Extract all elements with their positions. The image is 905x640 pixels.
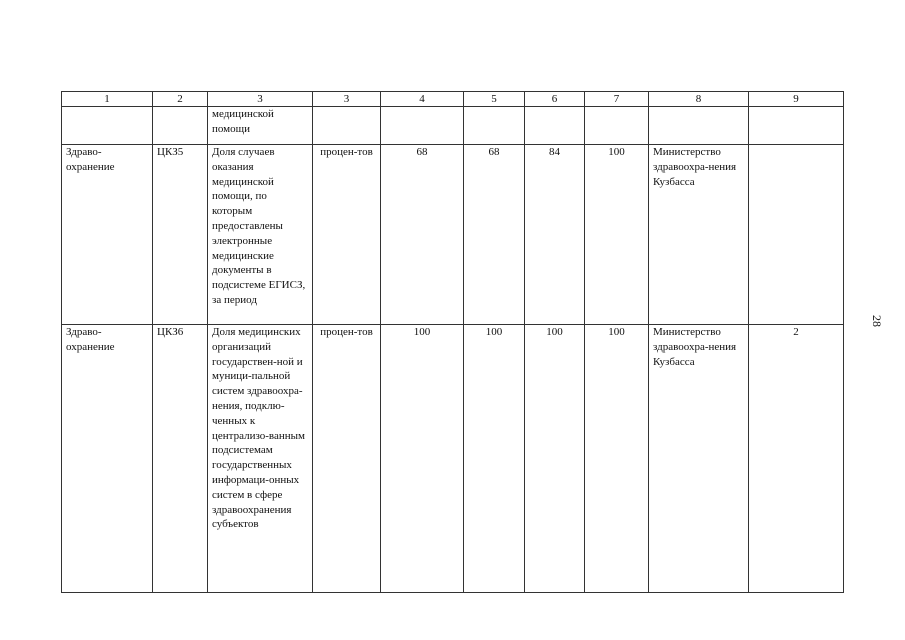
unit-cell: процен-тов bbox=[313, 325, 381, 593]
value-cell: 100 bbox=[525, 325, 585, 593]
page-number-text: 28 bbox=[870, 315, 884, 327]
responsible-cell bbox=[649, 107, 749, 145]
col9-cell bbox=[749, 107, 844, 145]
value-cell: 68 bbox=[464, 145, 525, 325]
header-cell: 3 bbox=[208, 92, 313, 107]
code-cell bbox=[153, 107, 208, 145]
header-cell: 1 bbox=[62, 92, 153, 107]
header-cell: 2 bbox=[153, 92, 208, 107]
col9-cell bbox=[749, 145, 844, 325]
header-cell: 9 bbox=[749, 92, 844, 107]
sector-cell bbox=[62, 107, 153, 145]
responsible-cell: Министерство здравоохра-нения Кузбасса bbox=[649, 325, 749, 593]
indicator-cell: Доля случаев оказания медицинской помощи, по которым предоставлены электронные медицинские документы в подсистеме ЕГИСЗ, за период bbox=[208, 145, 313, 325]
value-cell: 100 bbox=[381, 325, 464, 593]
header-cell: 8 bbox=[649, 92, 749, 107]
code-cell: ЦКЗ5 bbox=[153, 145, 208, 325]
table-row bbox=[62, 325, 844, 593]
table-row bbox=[62, 145, 844, 325]
col9-cell: 2 bbox=[749, 325, 844, 593]
value-cell: 84 bbox=[525, 145, 585, 325]
value-cell: 100 bbox=[464, 325, 525, 593]
responsible-cell: Министерство здравоохра-нения Кузбасса bbox=[649, 145, 749, 325]
value-cell bbox=[464, 107, 525, 145]
table-header-row bbox=[62, 92, 844, 107]
code-cell: ЦКЗ6 bbox=[153, 325, 208, 593]
value-cell: 100 bbox=[585, 325, 649, 593]
value-cell bbox=[525, 107, 585, 145]
unit-cell bbox=[313, 107, 381, 145]
header-cell: 3 bbox=[313, 92, 381, 107]
header-cell: 7 bbox=[585, 92, 649, 107]
indicator-cell: медицинской помощи bbox=[208, 107, 313, 145]
header-cell: 5 bbox=[464, 92, 525, 107]
sector-cell: Здраво-охранение bbox=[62, 145, 153, 325]
table-row bbox=[62, 107, 844, 145]
header-cell: 6 bbox=[525, 92, 585, 107]
indicator-table bbox=[61, 91, 844, 593]
value-cell: 68 bbox=[381, 145, 464, 325]
value-cell: 100 bbox=[585, 145, 649, 325]
indicator-cell: Доля медицинских организаций государствен-ной и муници-пальной систем здравоохра-нения, подклю-ченных к централизо-ванным подсистемам государственных информаци-онных систем в сфере здравоохранения субъектов bbox=[208, 325, 313, 593]
sector-cell: Здраво-охранение bbox=[62, 325, 153, 593]
unit-cell: процен-тов bbox=[313, 145, 381, 325]
page-number bbox=[870, 311, 884, 331]
header-cell: 4 bbox=[381, 92, 464, 107]
value-cell bbox=[381, 107, 464, 145]
value-cell bbox=[585, 107, 649, 145]
